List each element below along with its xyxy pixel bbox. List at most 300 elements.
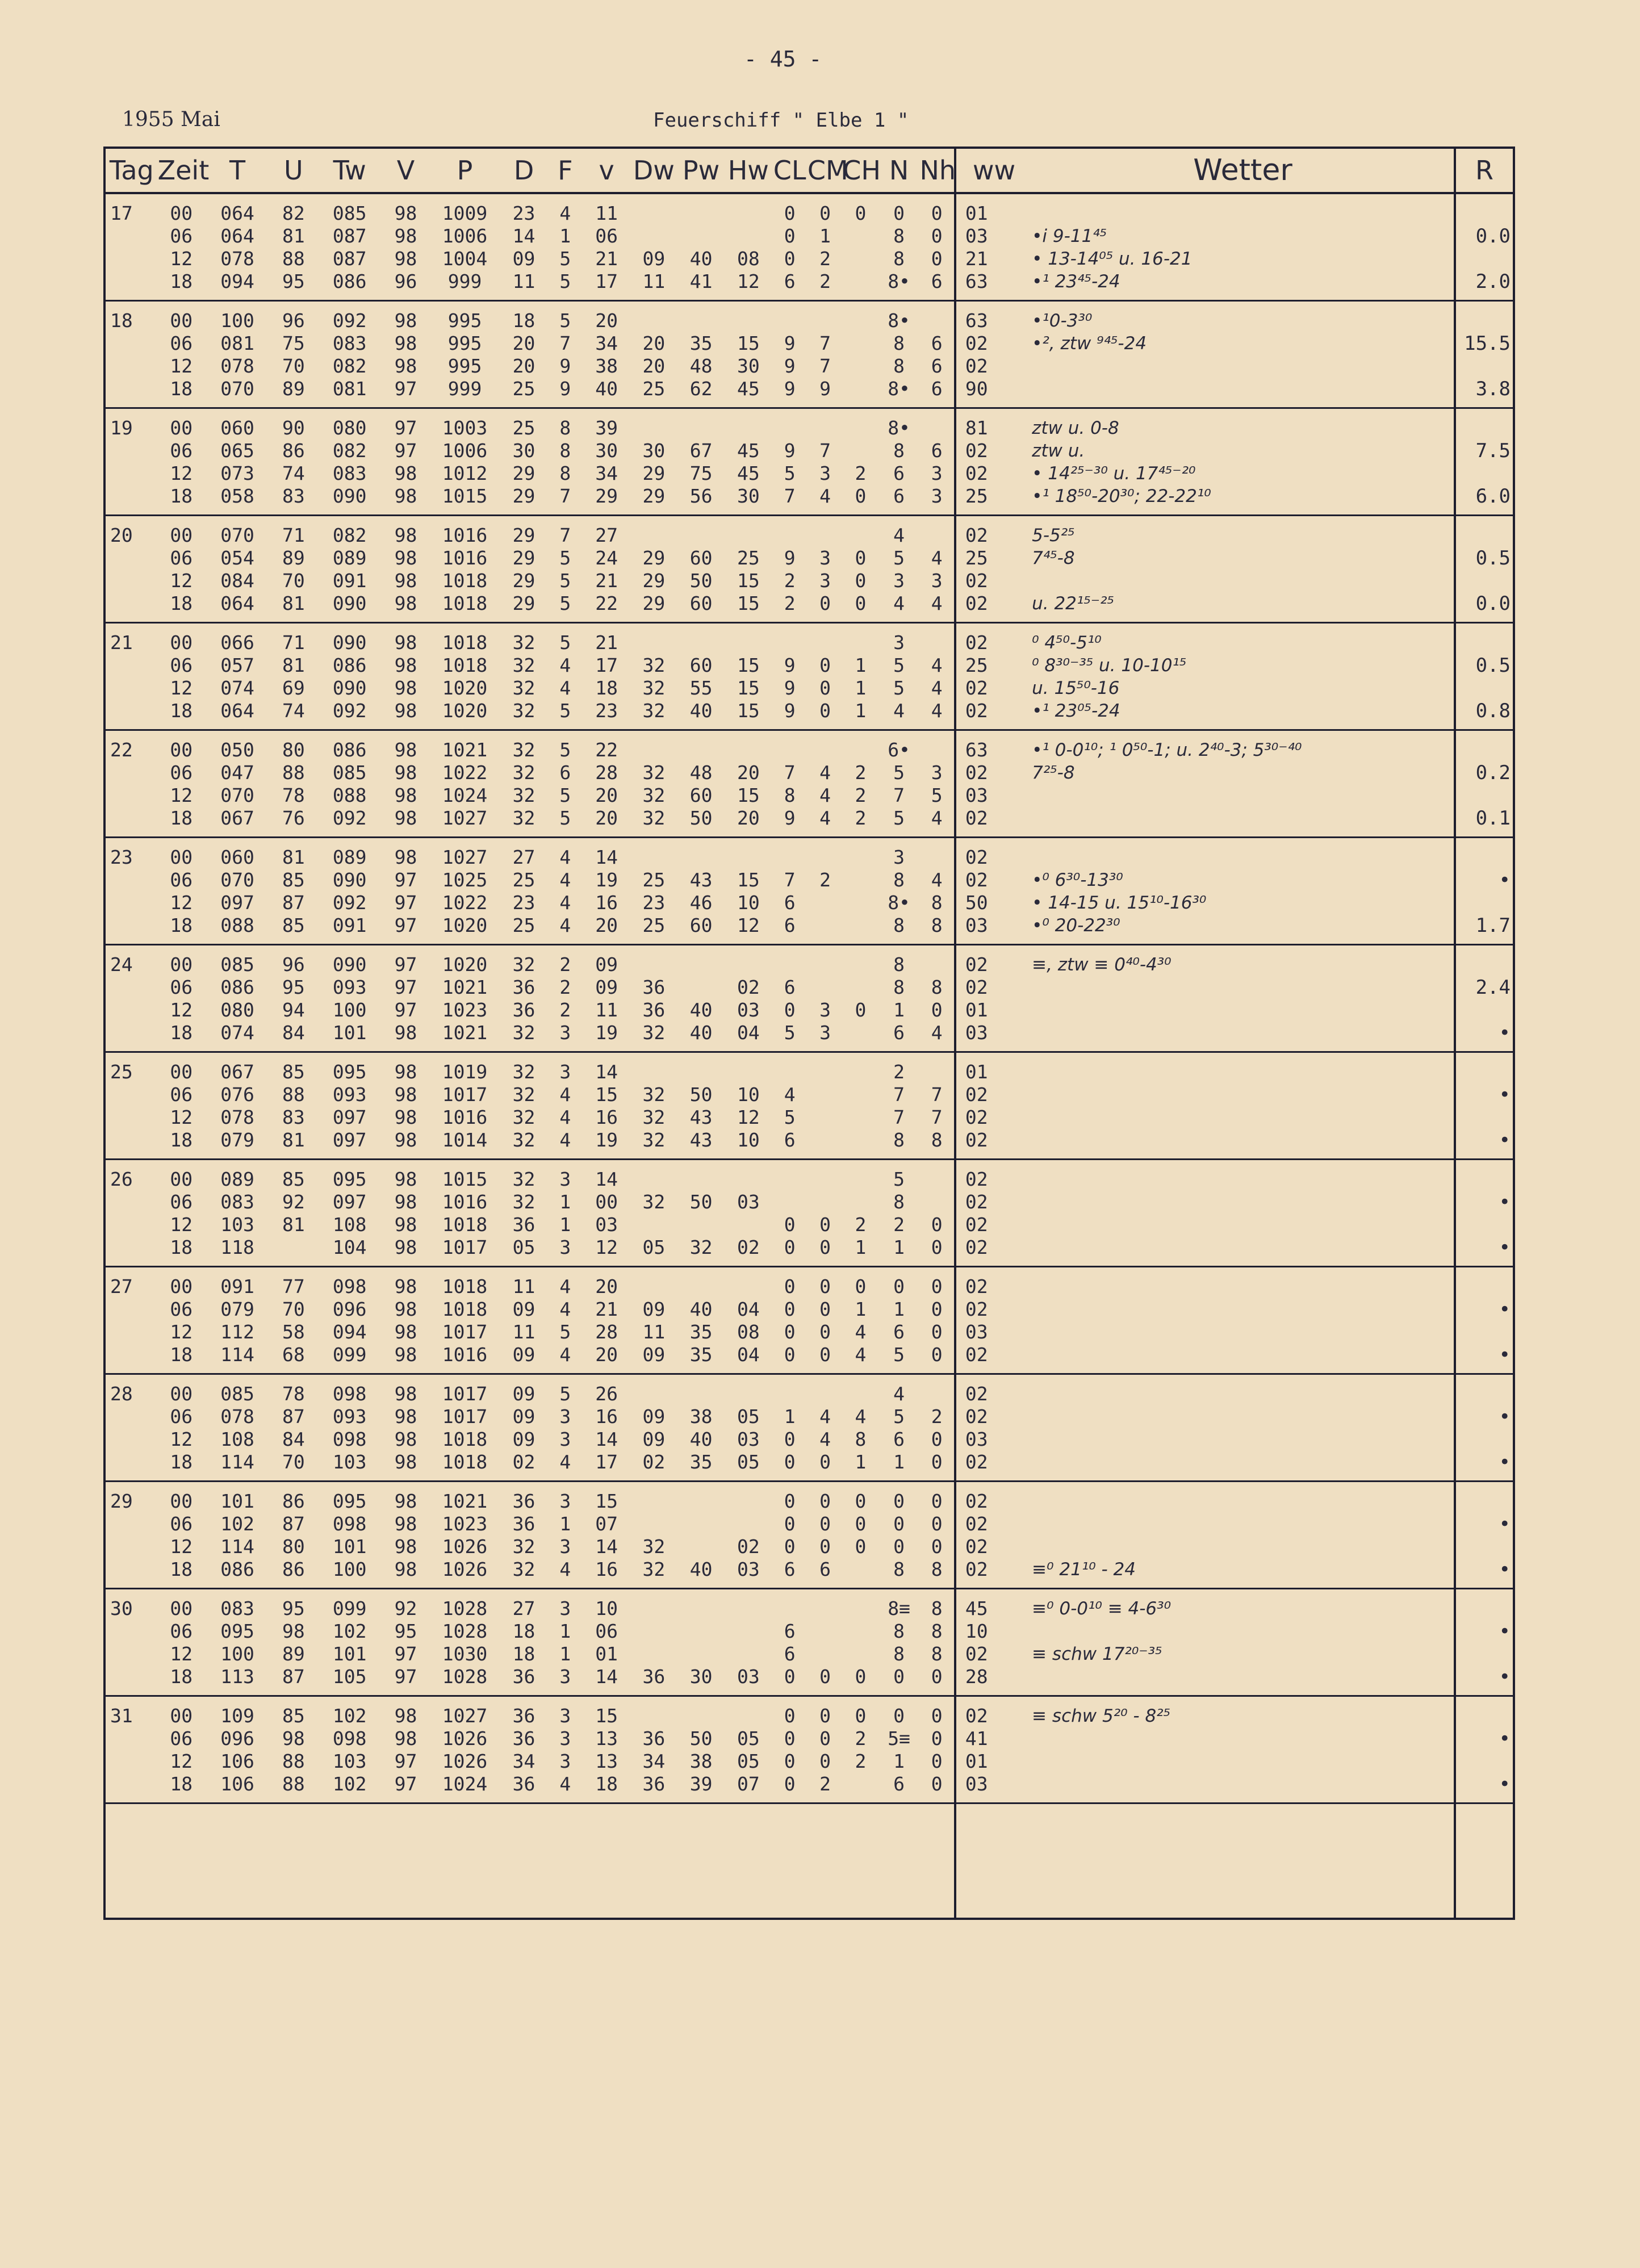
cell-wetter: •¹0-3³⁰ •², ztw ⁹⁴⁵-24 (1032, 301, 1455, 408)
cell-nh: 7 7 8 (919, 1052, 955, 1160)
cell-cl: 0 0 (772, 1160, 807, 1267)
cell-n: 6• 5 7 5 (878, 730, 920, 838)
empty-cell (725, 1803, 772, 1919)
cell-f: 3 1 1 3 (547, 1160, 583, 1267)
cell-ww: 02 02 03 02 (955, 1267, 1032, 1374)
cell-pw: 50 43 43 (677, 1052, 725, 1160)
cell-dw: 32 32 (630, 1482, 677, 1589)
cell-cl: 0 0 0 0 (772, 1267, 807, 1374)
header-v: V (382, 148, 429, 193)
cell-zeit: 00 06 12 18 (158, 1052, 205, 1160)
cell-n: 4 5 3 4 (878, 516, 920, 623)
header-dw: Dw (630, 148, 677, 193)
cell-ww: 63 02 03 02 (955, 730, 1032, 838)
cell-f: 3 3 3 4 (547, 1696, 583, 1803)
cell-u: 78 87 84 70 (270, 1374, 317, 1482)
cell-ch: 0 (843, 1589, 878, 1696)
cell-u: 71 81 69 74 (270, 623, 317, 730)
header-row (104, 148, 1514, 193)
cell-vv: 22 28 20 20 (583, 730, 630, 838)
cell-p: 1016 1016 1018 1018 (429, 516, 500, 623)
empty-cell (500, 1803, 547, 1919)
cell-d: 23 14 09 11 (500, 193, 547, 301)
cell-pw: 30 (677, 1589, 725, 1696)
cell-r: • • (1455, 1589, 1514, 1696)
cell-hw: 20 15 20 (725, 730, 772, 838)
cell-v: 98 98 98 98 (382, 1374, 429, 1482)
cell-r: 2.4 • (1455, 945, 1514, 1052)
cell-cl: 6 6 0 (772, 1589, 807, 1696)
cell-hw: 15 10 12 (725, 838, 772, 945)
cell-vv: 11 06 21 17 (583, 193, 630, 301)
cell-vv: 20 34 38 40 (583, 301, 630, 408)
cell-wetter: •¹ 0-0¹⁰; ¹ 0⁵⁰-1; u. 2⁴⁰-3; 5³⁰⁻⁴⁰ 7²⁵-8 (1032, 730, 1455, 838)
cell-nh: 3 5 4 (919, 730, 955, 838)
cell-v: 97 97 98 98 (382, 408, 429, 516)
cell-cl: 0 0 0 0 (772, 1696, 807, 1803)
cell-f: 3 4 4 4 (547, 1052, 583, 1160)
cell-pw: 50 38 39 (677, 1696, 725, 1803)
cell-dw: 36 36 32 (630, 945, 677, 1052)
cell-cm: 0 0 0 (808, 623, 843, 730)
cell-p: 1018 1018 1017 1016 (429, 1267, 500, 1374)
header-wetter: Wetter (1032, 148, 1455, 193)
cell-p: 1021 1023 1026 1026 (429, 1482, 500, 1589)
cell-f: 7 5 5 5 (547, 516, 583, 623)
cell-zeit: 00 06 12 18 (158, 408, 205, 516)
cell-zeit: 00 06 12 18 (158, 193, 205, 301)
cell-v: 98 98 98 98 (382, 516, 429, 623)
day-block (104, 516, 1514, 623)
cell-zeit: 00 06 12 18 (158, 945, 205, 1052)
cell-nh: 2 0 0 (919, 1374, 955, 1482)
cell-tw: 099 102 101 105 (317, 1589, 382, 1696)
cell-ww: 02 41 01 03 (955, 1696, 1032, 1803)
cell-zeit: 00 06 12 18 (158, 1696, 205, 1803)
cell-n: 0 1 6 5 (878, 1267, 920, 1374)
cell-u: 95 98 89 87 (270, 1589, 317, 1696)
day-block (104, 1160, 1514, 1267)
cell-u: 82 81 88 95 (270, 193, 317, 301)
cell-d: 27 18 18 36 (500, 1589, 547, 1696)
cell-ww: 01 03 21 63 (955, 193, 1032, 301)
cell-r: 0.5 0.8 (1455, 623, 1514, 730)
empty-cell (955, 1803, 1032, 1919)
empty-cell (104, 1803, 158, 1919)
cell-t: 060 065 073 058 (205, 408, 270, 516)
cell-cm: 0 1 2 2 (808, 193, 843, 301)
cell-dw: 32 32 32 (630, 730, 677, 838)
cell-wetter (1032, 1267, 1455, 1374)
cell-f: 3 1 1 3 (547, 1589, 583, 1696)
cell-d: 25 30 29 29 (500, 408, 547, 516)
cell-nh: 4 8 8 (919, 838, 955, 945)
cell-pw: 48 60 50 (677, 730, 725, 838)
cell-cm: 0 0 0 0 (808, 1267, 843, 1374)
cell-dw: 36 (630, 1589, 677, 1696)
empty-cell (317, 1803, 382, 1919)
cell-f: 3 1 3 4 (547, 1482, 583, 1589)
cell-ch: 1 1 1 (843, 623, 878, 730)
cell-t: 070 054 084 064 (205, 516, 270, 623)
cell-t: 101 102 114 086 (205, 1482, 270, 1589)
cell-vv: 26 16 14 17 (583, 1374, 630, 1482)
cell-dw: 20 20 25 (630, 301, 677, 408)
cell-t: 067 076 078 079 (205, 1052, 270, 1160)
cell-wetter (1032, 1052, 1455, 1160)
cell-zeit: 00 06 12 18 (158, 730, 205, 838)
cell-ww: 02 02 01 03 (955, 945, 1032, 1052)
cell-f: 5 3 3 4 (547, 1374, 583, 1482)
cell-pw: 40 40 (677, 945, 725, 1052)
cell-vv: 39 30 34 29 (583, 408, 630, 516)
empty-cell (808, 1803, 843, 1919)
cell-hw: 05 03 05 (725, 1374, 772, 1482)
empty-cell (630, 1803, 677, 1919)
header-p: P (429, 148, 500, 193)
cell-t: 060 070 097 088 (205, 838, 270, 945)
cell-t: 089 083 103 118 (205, 1160, 270, 1267)
cell-zeit: 00 06 12 18 (158, 1482, 205, 1589)
cell-f: 8 8 8 7 (547, 408, 583, 516)
header-cm: CM (808, 148, 843, 193)
header-f: F (547, 148, 583, 193)
cell-v: 98 98 98 98 (382, 1482, 429, 1589)
cell-cl: 6 0 5 (772, 945, 807, 1052)
cell-p: 1015 1016 1018 1017 (429, 1160, 500, 1267)
cell-d: 32 36 36 32 (500, 945, 547, 1052)
cell-ww: 02 02 03 02 (955, 1374, 1032, 1482)
cell-tag: 27 (104, 1267, 158, 1374)
cell-v: 98 98 97 97 (382, 1696, 429, 1803)
cell-cl: 9 9 9 (772, 623, 807, 730)
day-block (104, 408, 1514, 516)
cell-u: 85 98 88 88 (270, 1696, 317, 1803)
cell-vv: 20 21 28 20 (583, 1267, 630, 1374)
cell-tw: 092 083 082 081 (317, 301, 382, 408)
empty-cell (1455, 1803, 1514, 1919)
cell-tag: 28 (104, 1374, 158, 1482)
cell-v: 98 98 98 98 (382, 1160, 429, 1267)
cell-f: 2 2 2 3 (547, 945, 583, 1052)
cell-ww: 02 25 02 02 (955, 623, 1032, 730)
cell-u: 80 88 78 76 (270, 730, 317, 838)
cell-wetter: 5-5²⁵ 7⁴⁵-8 u. 22¹⁵⁻²⁵ (1032, 516, 1455, 623)
cell-cm: 2 (808, 838, 843, 945)
cell-f: 5 7 9 9 (547, 301, 583, 408)
cell-dw: 30 29 29 (630, 408, 677, 516)
cell-zeit: 00 06 12 18 (158, 1374, 205, 1482)
cell-cm (808, 1052, 843, 1160)
empty-cell (205, 1803, 270, 1919)
cell-p: 1017 1017 1018 1018 (429, 1374, 500, 1482)
header-u: U (270, 148, 317, 193)
cell-tag: 30 (104, 1589, 158, 1696)
cell-wetter: ≡ schw 5²⁰ - 8²⁵ (1032, 1696, 1455, 1803)
cell-r: 7.5 6.0 (1455, 408, 1514, 516)
cell-cl: 9 9 9 (772, 301, 807, 408)
cell-pw: 40 (677, 1482, 725, 1589)
empty-cell (919, 1803, 955, 1919)
cell-n: 2 7 7 8 (878, 1052, 920, 1160)
cell-nh: 0 0 (919, 1160, 955, 1267)
cell-pw: 60 50 60 (677, 516, 725, 623)
cell-pw: 67 75 56 (677, 408, 725, 516)
cell-dw: 25 23 25 (630, 838, 677, 945)
cell-n: 4 5 6 1 (878, 1374, 920, 1482)
day-block (104, 1267, 1514, 1374)
header-ch: CH (843, 148, 878, 193)
cell-n: 0 8 8 8• (878, 193, 920, 301)
cell-zeit: 00 06 12 18 (158, 1589, 205, 1696)
cell-d: 18 20 20 25 (500, 301, 547, 408)
cell-tw: 080 082 083 090 (317, 408, 382, 516)
cell-cl: 4 5 6 (772, 1052, 807, 1160)
cell-t: 100 081 078 070 (205, 301, 270, 408)
day-block (104, 623, 1514, 730)
cell-cm: 0 0 0 2 (808, 1696, 843, 1803)
cell-r: 15.5 3.8 (1455, 301, 1514, 408)
cell-tw: 098 093 098 103 (317, 1374, 382, 1482)
day-block (104, 193, 1514, 301)
header-n: N (878, 148, 920, 193)
cell-vv: 15 07 14 16 (583, 1482, 630, 1589)
cell-ch: 0 (843, 193, 878, 301)
cell-nh: 4 4 4 (919, 623, 955, 730)
cell-u: 96 75 70 89 (270, 301, 317, 408)
cell-r: 0.0 2.0 (1455, 193, 1514, 301)
cell-u: 85 92 81 (270, 1160, 317, 1267)
cell-tw: 082 089 091 090 (317, 516, 382, 623)
cell-tag: 31 (104, 1696, 158, 1803)
cell-ch (843, 301, 878, 408)
empty-cell (843, 1803, 878, 1919)
empty-cell (270, 1803, 317, 1919)
cell-hw: 08 12 (725, 193, 772, 301)
cell-d: 32 32 36 05 (500, 1160, 547, 1267)
cell-pw: 35 48 62 (677, 301, 725, 408)
cell-ch: 2 0 (843, 408, 878, 516)
cell-u: 81 85 87 85 (270, 838, 317, 945)
cell-r: 0.2 0.1 (1455, 730, 1514, 838)
cell-tag: 18 (104, 301, 158, 408)
cell-tag: 26 (104, 1160, 158, 1267)
cell-cl: 7 6 6 (772, 838, 807, 945)
cell-tag: 19 (104, 408, 158, 516)
station-title: Feuerschiff " Elbe 1 " (653, 109, 909, 132)
cell-tw: 095 097 108 104 (317, 1160, 382, 1267)
cell-d: 32 32 32 32 (500, 730, 547, 838)
day-block (104, 838, 1514, 945)
cell-hw: 03 02 (725, 1160, 772, 1267)
cell-f: 4 1 5 5 (547, 193, 583, 301)
cell-pw: 38 40 35 (677, 1374, 725, 1482)
cell-hw: 03 (725, 1589, 772, 1696)
cell-hw: 05 05 07 (725, 1696, 772, 1803)
cell-t: 050 047 070 067 (205, 730, 270, 838)
empty-cell (547, 1803, 583, 1919)
cell-ww: 01 02 02 02 (955, 1052, 1032, 1160)
cell-d: 09 09 09 02 (500, 1374, 547, 1482)
cell-ch (843, 838, 878, 945)
cell-pw: 43 46 60 (677, 838, 725, 945)
cell-dw: 32 32 32 (630, 1052, 677, 1160)
cell-zeit: 00 06 12 18 (158, 301, 205, 408)
cell-v: 98 97 97 97 (382, 838, 429, 945)
cell-tag: 29 (104, 1482, 158, 1589)
cell-dw: 09 09 02 (630, 1374, 677, 1482)
cell-vv: 21 17 18 23 (583, 623, 630, 730)
cell-wetter: •i 9-11⁴⁵ • 13-14⁰⁵ u. 16-21 •¹ 23⁴⁵-24 (1032, 193, 1455, 301)
cell-wetter: ⁰ 4⁵⁰-5¹⁰ ⁰ 8³⁰⁻³⁵ u. 10-10¹⁵ u. 15⁵⁰-16 •¹ 23⁰⁵-24 (1032, 623, 1455, 730)
cell-t: 083 095 100 113 (205, 1589, 270, 1696)
cell-cm: 0 0 0 6 (808, 1482, 843, 1589)
empty-cell (583, 1803, 630, 1919)
cell-ch: 0 0 0 (843, 1482, 878, 1589)
cell-n: 3 5 5 4 (878, 623, 920, 730)
day-block (104, 1696, 1514, 1803)
cell-v: 98 98 98 97 (382, 301, 429, 408)
cell-cm: 0 0 (808, 1160, 843, 1267)
cell-u: 86 87 80 86 (270, 1482, 317, 1589)
cell-ww: 02 02 50 03 (955, 838, 1032, 945)
cell-t: 085 078 108 114 (205, 1374, 270, 1482)
cell-r: • • (1455, 1482, 1514, 1589)
cell-dw: 32 05 (630, 1160, 677, 1267)
cell-n: 0 5≡ 1 6 (878, 1696, 920, 1803)
cell-r: • 1.7 (1455, 838, 1514, 945)
cell-r: • • (1455, 1374, 1514, 1482)
cell-tw: 086 085 088 092 (317, 730, 382, 838)
cell-p: 995 995 995 999 (429, 301, 500, 408)
cell-hw: 15 30 45 (725, 301, 772, 408)
cell-hw: 02 03 04 (725, 945, 772, 1052)
cell-pw: 60 55 40 (677, 623, 725, 730)
cell-nh: 8 0 4 (919, 945, 955, 1052)
cell-zeit: 00 06 12 18 (158, 516, 205, 623)
cell-tag: 23 (104, 838, 158, 945)
cell-dw: 29 29 29 (630, 516, 677, 623)
header-r: R (1455, 148, 1514, 193)
cell-u: 71 89 70 81 (270, 516, 317, 623)
cell-p: 1027 1025 1022 1020 (429, 838, 500, 945)
cell-d: 29 29 29 29 (500, 516, 547, 623)
cell-r: • • (1455, 1267, 1514, 1374)
cell-tw: 090 086 090 092 (317, 623, 382, 730)
empty-cell (429, 1803, 500, 1919)
cell-f: 5 4 4 5 (547, 623, 583, 730)
cell-nh: 6 3 3 (919, 408, 955, 516)
cell-r: • • (1455, 1696, 1514, 1803)
cell-f: 5 6 5 5 (547, 730, 583, 838)
cell-ww: 02 02 02 02 (955, 1160, 1032, 1267)
cell-v: 98 98 98 98 (382, 1052, 429, 1160)
cell-t: 064 064 078 094 (205, 193, 270, 301)
cell-cl: 9 2 2 (772, 516, 807, 623)
day-block (104, 945, 1514, 1052)
cell-p: 1021 1022 1024 1027 (429, 730, 500, 838)
cell-d: 32 32 32 32 (500, 623, 547, 730)
cell-cl: 9 5 7 (772, 408, 807, 516)
header-t: T (205, 148, 270, 193)
cell-p: 1028 1028 1030 1028 (429, 1589, 500, 1696)
cell-ww: 63 02 02 90 (955, 301, 1032, 408)
cell-zeit: 00 06 12 18 (158, 1267, 205, 1374)
cell-v: 92 95 97 97 (382, 1589, 429, 1696)
cell-p: 1009 1006 1004 999 (429, 193, 500, 301)
cell-t: 109 096 106 106 (205, 1696, 270, 1803)
empty-cell (382, 1803, 429, 1919)
header-v: v (583, 148, 630, 193)
cell-u: 90 86 74 83 (270, 408, 317, 516)
empty-cell (677, 1803, 725, 1919)
cell-n: 8• 8 8 8• (878, 301, 920, 408)
cell-nh: 0 0 0 6 (919, 193, 955, 301)
header-pw: Pw (677, 148, 725, 193)
empty-cell (1032, 1803, 1455, 1919)
cell-cl: 0 0 0 6 (772, 1482, 807, 1589)
cell-ww: 02 02 02 02 (955, 1482, 1032, 1589)
cell-p: 1027 1026 1026 1024 (429, 1696, 500, 1803)
header-tw: Tw (317, 148, 382, 193)
cell-v: 98 98 98 98 (382, 730, 429, 838)
cell-ch (843, 1052, 878, 1160)
cell-zeit: 00 06 12 18 (158, 1160, 205, 1267)
header-ww: ww (955, 148, 1032, 193)
empty-cell (158, 1803, 205, 1919)
header-hw: Hw (725, 148, 772, 193)
cell-vv: 10 06 01 14 (583, 1589, 630, 1696)
cell-nh: 8 8 8 0 (919, 1589, 955, 1696)
cell-wetter: ≡⁰ 0-0¹⁰ ≡ 4-6³⁰ ≡ schw 17²⁰⁻³⁵ (1032, 1589, 1455, 1696)
cell-p: 1019 1017 1016 1014 (429, 1052, 500, 1160)
cell-f: 4 4 4 4 (547, 838, 583, 945)
cell-n: 3 8 8• 8 (878, 838, 920, 945)
day-block (104, 301, 1514, 408)
cell-t: 091 079 112 114 (205, 1267, 270, 1374)
cell-wetter (1032, 1374, 1455, 1482)
cell-tag: 20 (104, 516, 158, 623)
cell-u: 96 95 94 84 (270, 945, 317, 1052)
day-block (104, 1482, 1514, 1589)
page-number: - 45 - (744, 47, 822, 72)
cell-vv: 14 19 16 20 (583, 838, 630, 945)
cell-n: 5 8 2 1 (878, 1160, 920, 1267)
cell-tag: 24 (104, 945, 158, 1052)
cell-hw: 25 15 15 (725, 516, 772, 623)
cell-d: 27 25 23 25 (500, 838, 547, 945)
year-month: 1955 Mai (122, 108, 220, 131)
cell-vv: 27 24 21 22 (583, 516, 630, 623)
cell-hw: 45 45 30 (725, 408, 772, 516)
cell-n: 8• 8 6 6 (878, 408, 920, 516)
cell-d: 32 32 32 32 (500, 1052, 547, 1160)
empty-cell (772, 1803, 807, 1919)
cell-ww: 81 02 02 25 (955, 408, 1032, 516)
header-cl: CL (772, 148, 807, 193)
cell-wetter: ≡, ztw ≡ 0⁴⁰-4³⁰ (1032, 945, 1455, 1052)
cell-r: • • (1455, 1160, 1514, 1267)
cell-d: 36 36 32 32 (500, 1482, 547, 1589)
cell-v: 98 98 98 96 (382, 193, 429, 301)
cell-dw: 32 32 32 (630, 623, 677, 730)
empty-cell (878, 1803, 920, 1919)
empty-row (104, 1803, 1514, 1919)
cell-hw: 02 03 (725, 1482, 772, 1589)
header-nh: Nh (919, 148, 955, 193)
cell-tw: 090 093 100 101 (317, 945, 382, 1052)
cell-ch: 2 2 2 (843, 730, 878, 838)
